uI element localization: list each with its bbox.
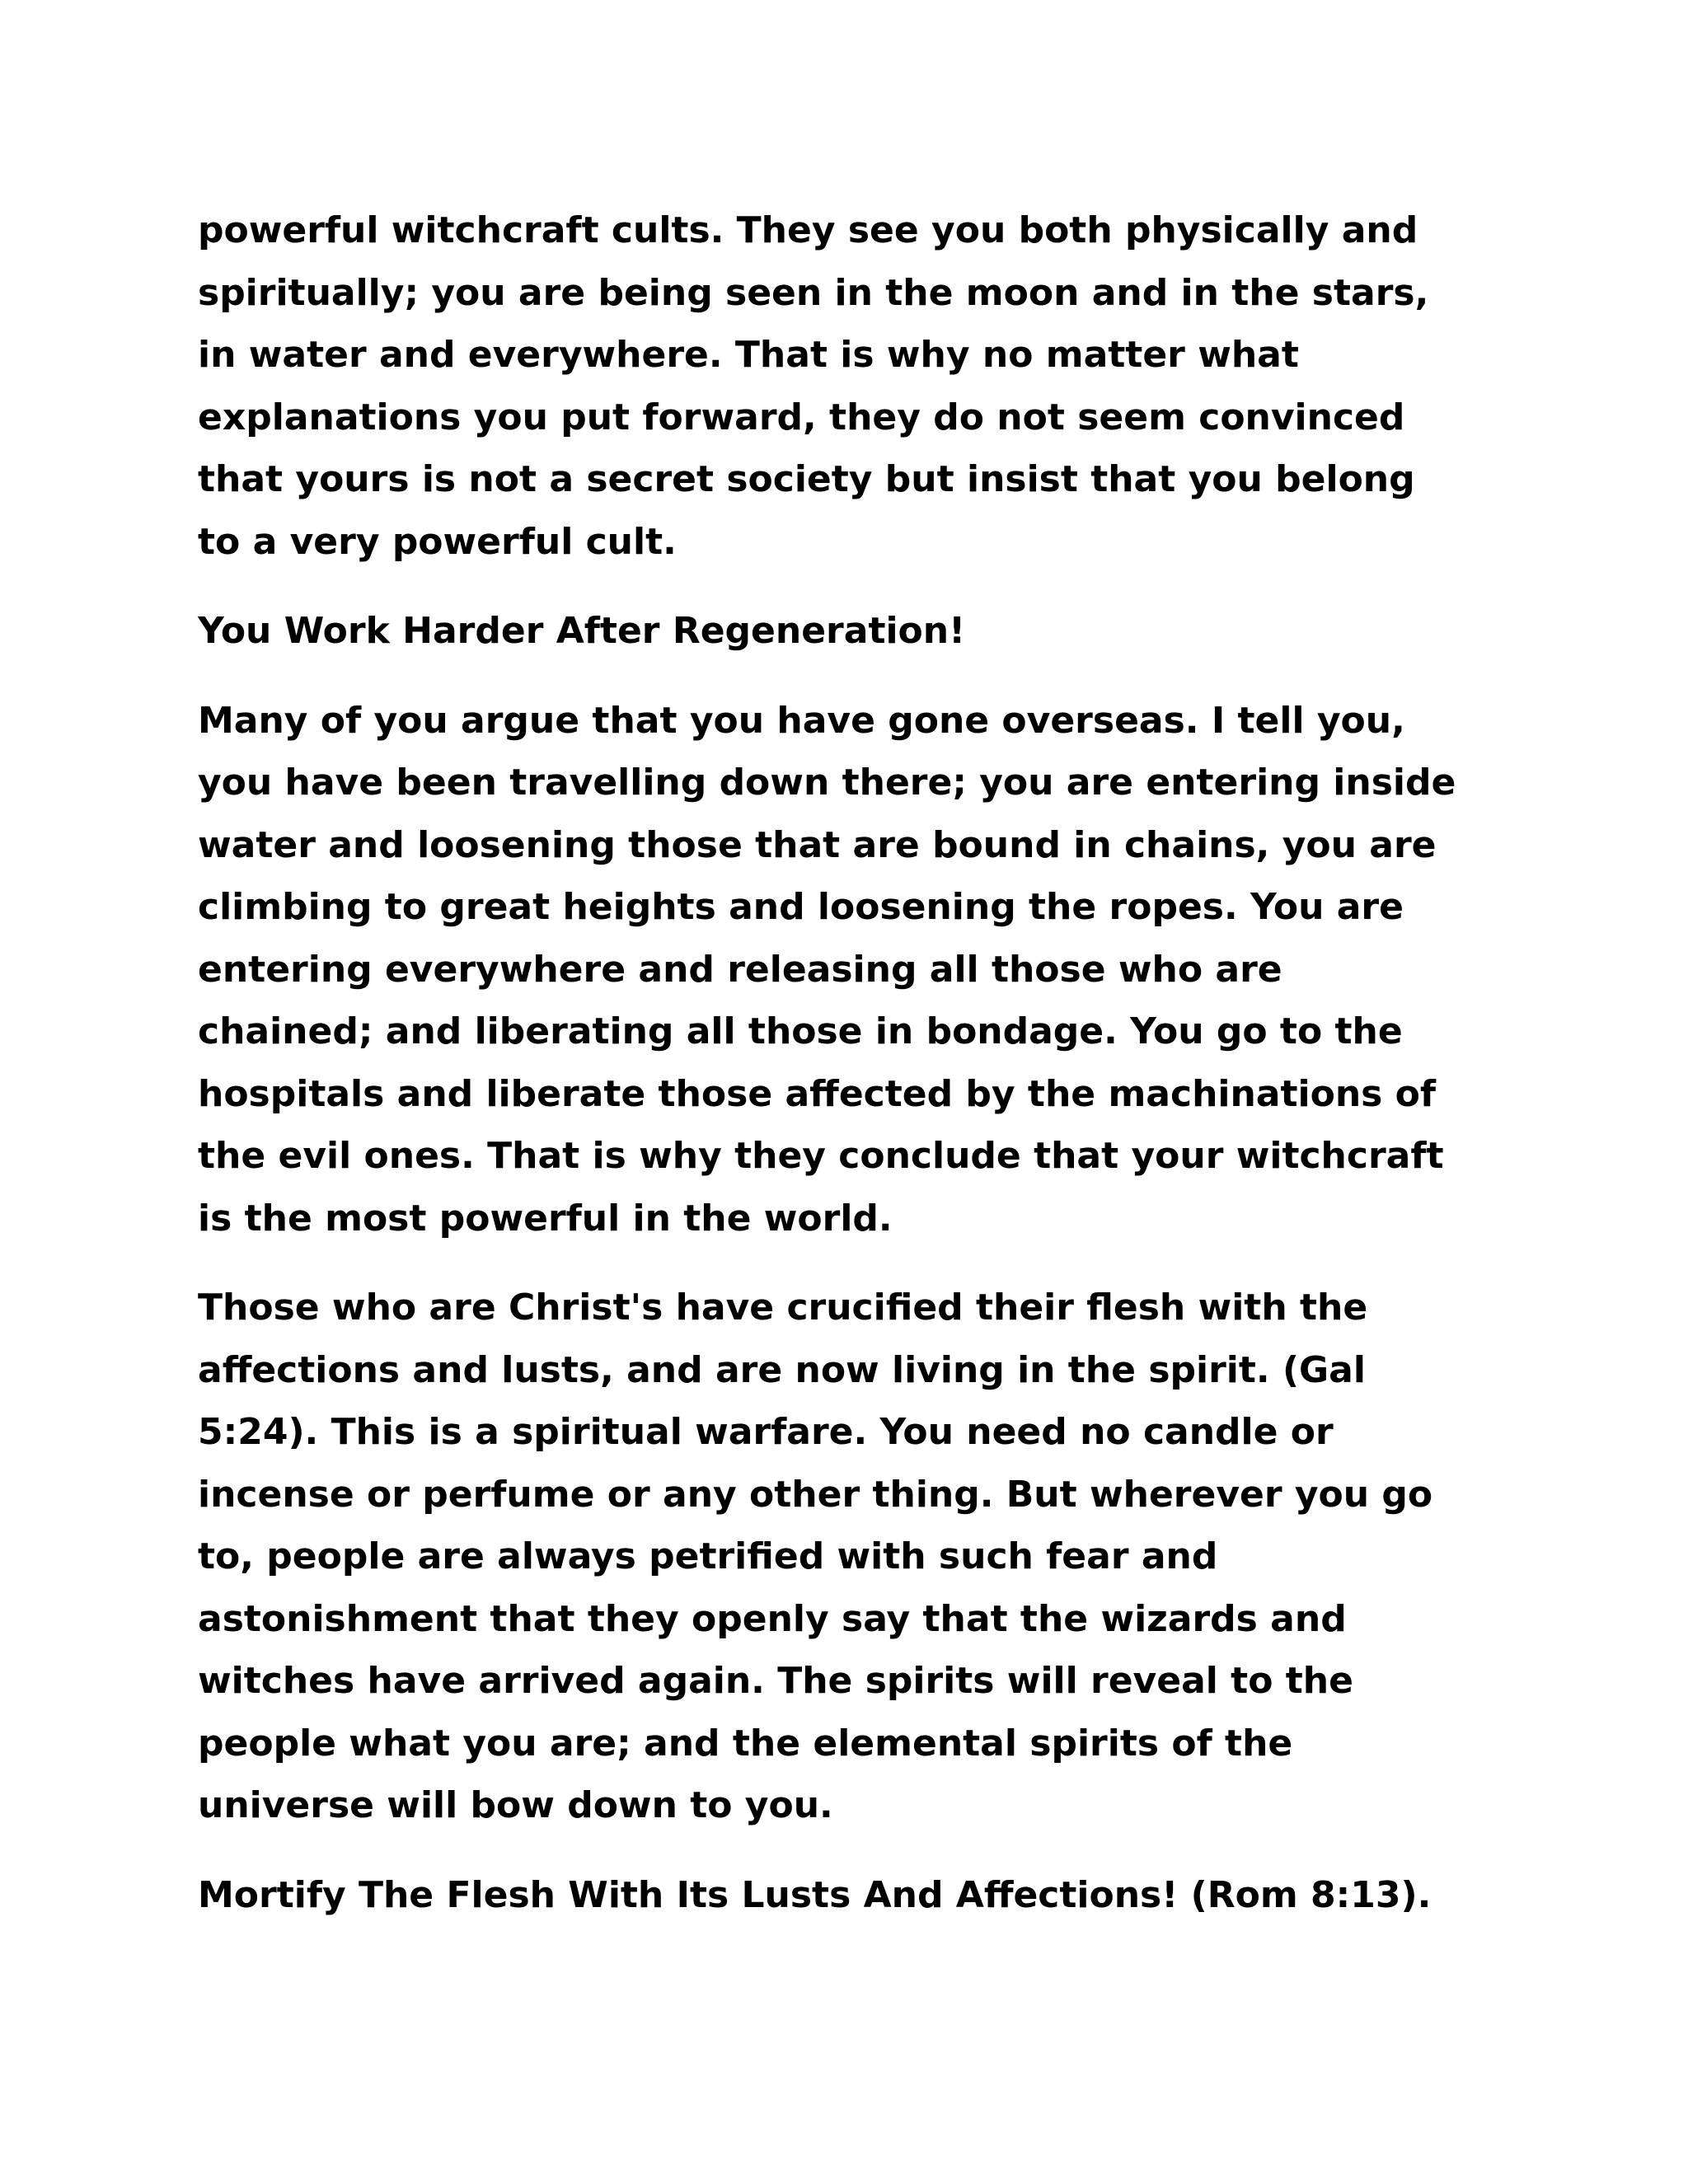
paragraph: [198, 690, 1500, 1250]
text-line: to a very powerful cult.: [198, 520, 677, 563]
heading-text: Mortify The Flesh With Its Lusts And Affections! (Rom 8:13).: [198, 1873, 1432, 1916]
text-line: explanations you put forward, they do not seem convinced: [198, 396, 1405, 438]
text-line: Many of you argue that you have gone overseas. I tell you,: [198, 699, 1405, 742]
text-line: that yours is not a secret society but insist that you belong: [198, 458, 1415, 500]
paragraph: [198, 199, 1500, 573]
text-line: hospitals and liberate those affected by the machinations of: [198, 1072, 1437, 1115]
text-line: astonishment that they openly say that the wizards and: [198, 1597, 1347, 1640]
text-line: chained; and liberating all those in bondage. You go to the: [198, 1010, 1403, 1052]
text-line: the evil ones. That is why they conclude that your witchcraft: [198, 1135, 1444, 1177]
text-line: people what you are; and the elemental spirits of the: [198, 1722, 1293, 1765]
text-line: entering everywhere and releasing all those who are: [198, 948, 1282, 991]
text-line: affections and lusts, and are now living in the spirit. (Gal: [198, 1348, 1366, 1391]
text-line: 5:24). This is a spiritual warfare. You need no candle or: [198, 1411, 1334, 1453]
text-line: incense or perfume or any other thing. But wherever you go: [198, 1473, 1433, 1516]
text-line: you have been travelling down there; you are entering inside: [198, 762, 1456, 804]
text-line: is the most powerful in the world.: [198, 1197, 893, 1240]
text-line: in water and everywhere. That is why no matter what: [198, 334, 1299, 376]
heading-text: You Work Harder After Regeneration!: [198, 610, 966, 652]
text-line: witches have arrived again. The spirits will reveal to the: [198, 1660, 1353, 1702]
text-line: water and loosening those that are bound in chains, you are: [198, 823, 1437, 866]
section-heading: [198, 600, 1500, 663]
text-line: climbing to great heights and loosening the ropes. You are: [198, 886, 1404, 928]
text-line: universe will bow down to you.: [198, 1784, 833, 1826]
text-line: to, people are always petrified with such fear and: [198, 1535, 1218, 1577]
text-line: spiritually; you are being seen in the moon and in the stars,: [198, 271, 1429, 314]
page-body: [198, 199, 1500, 1926]
paragraph: [198, 1277, 1500, 1837]
text-line: Those who are Christ's have crucified their flesh with the: [198, 1286, 1368, 1329]
section-heading: [198, 1864, 1500, 1927]
text-line: powerful witchcraft cults. They see you both physically and: [198, 209, 1418, 251]
